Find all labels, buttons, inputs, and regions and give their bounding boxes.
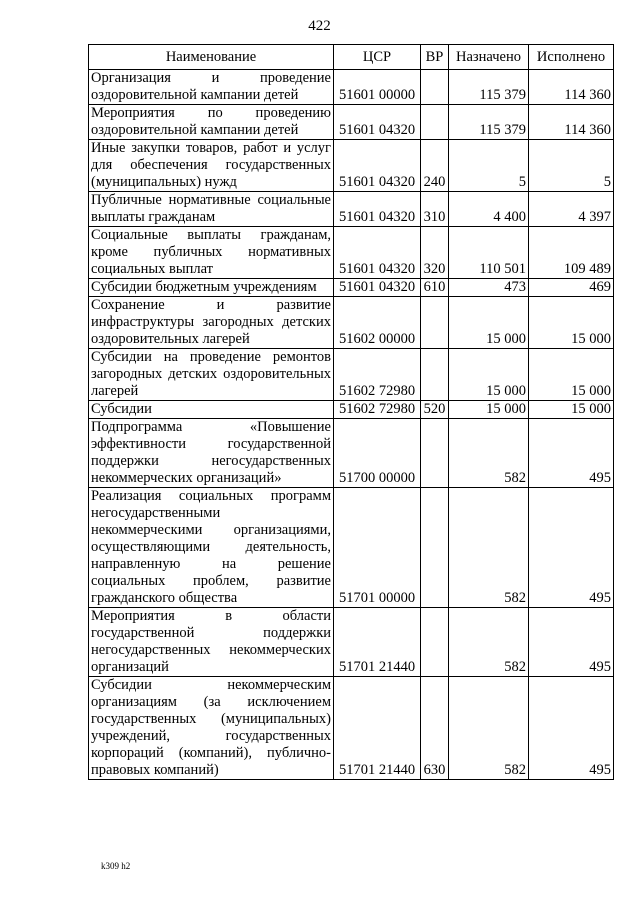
page-number: 422 <box>308 18 331 34</box>
table-row <box>89 105 614 140</box>
cell-executed: 15 000 <box>529 401 614 419</box>
cell-executed: 495 <box>529 488 614 608</box>
cell-assigned: 582 <box>449 488 529 608</box>
cell-executed: 15 000 <box>529 297 614 349</box>
cell-executed: 109 489 <box>529 227 614 279</box>
cell-vr: 610 <box>421 279 449 297</box>
cell-executed: 495 <box>529 419 614 488</box>
cell-assigned: 582 <box>449 677 529 780</box>
cell-assigned: 110 501 <box>449 227 529 279</box>
cell-name: Подпрограмма «Повышение эффективности государственной поддержки негосударственных некоммерческих организаций» <box>89 419 334 488</box>
cell-executed: 5 <box>529 140 614 192</box>
table-row <box>89 419 614 488</box>
cell-assigned: 115 379 <box>449 70 529 105</box>
cell-executed: 4 397 <box>529 192 614 227</box>
table-row <box>89 192 614 227</box>
table-row <box>89 488 614 608</box>
header-csr: ЦСР <box>334 45 421 70</box>
cell-executed: 114 360 <box>529 70 614 105</box>
cell-csr: 51602 72980 <box>334 349 421 401</box>
cell-name: Социальные выплаты гражданам, кроме публичных нормативных социальных выплат <box>89 227 334 279</box>
cell-assigned: 582 <box>449 608 529 677</box>
cell-csr: 51701 21440 <box>334 608 421 677</box>
cell-csr: 51601 04320 <box>334 192 421 227</box>
cell-executed: 469 <box>529 279 614 297</box>
table-body <box>89 70 614 780</box>
cell-executed: 495 <box>529 677 614 780</box>
cell-executed: 495 <box>529 608 614 677</box>
header-executed: Исполнено <box>529 45 614 70</box>
cell-name: Иные закупки товаров, работ и услуг для обеспечения государственных (муниципальных) нужд <box>89 140 334 192</box>
cell-name: Субсидии <box>89 401 334 419</box>
cell-vr: 310 <box>421 192 449 227</box>
budget-table <box>88 44 614 780</box>
cell-csr: 51602 72980 <box>334 401 421 419</box>
cell-assigned: 15 000 <box>449 297 529 349</box>
cell-executed: 114 360 <box>529 105 614 140</box>
table-row <box>89 227 614 279</box>
cell-assigned: 473 <box>449 279 529 297</box>
cell-vr <box>421 105 449 140</box>
cell-vr <box>421 419 449 488</box>
cell-name: Реализация социальных программ негосударственными некоммерческими организациями, осуществляющими деятельность, направленную на решение социальных проблем, развитие гражданского общества <box>89 488 334 608</box>
cell-vr <box>421 297 449 349</box>
cell-vr: 240 <box>421 140 449 192</box>
cell-vr: 320 <box>421 227 449 279</box>
footer-code: k309 h2 <box>101 861 131 871</box>
cell-name: Субсидии бюджетным учреждениям <box>89 279 334 297</box>
header-assigned: Назначено <box>449 45 529 70</box>
cell-name: Публичные нормативные социальные выплаты гражданам <box>89 192 334 227</box>
cell-vr <box>421 608 449 677</box>
cell-vr: 520 <box>421 401 449 419</box>
cell-vr: 630 <box>421 677 449 780</box>
table-row <box>89 608 614 677</box>
table-row <box>89 401 614 419</box>
header-row <box>89 45 614 70</box>
table-row <box>89 70 614 105</box>
table-header <box>89 45 614 70</box>
table-row <box>89 349 614 401</box>
cell-vr <box>421 70 449 105</box>
table-row <box>89 140 614 192</box>
cell-assigned: 5 <box>449 140 529 192</box>
cell-csr: 51601 04320 <box>334 105 421 140</box>
cell-assigned: 115 379 <box>449 105 529 140</box>
cell-name: Мероприятия по проведению оздоровительной кампании детей <box>89 105 334 140</box>
cell-vr <box>421 488 449 608</box>
cell-csr: 51701 21440 <box>334 677 421 780</box>
cell-csr: 51601 04320 <box>334 140 421 192</box>
cell-csr: 51601 00000 <box>334 70 421 105</box>
header-name: Наименование <box>89 45 334 70</box>
cell-assigned: 582 <box>449 419 529 488</box>
cell-vr <box>421 349 449 401</box>
cell-csr: 51700 00000 <box>334 419 421 488</box>
cell-name: Субсидии некоммерческим организациям (за исключением государственных (муниципальных) учреждений, государственных корпораций (компаний), публично-правовых компаний) <box>89 677 334 780</box>
cell-name: Мероприятия в области государственной поддержки негосударственных некоммерческих организаций <box>89 608 334 677</box>
cell-csr: 51602 00000 <box>334 297 421 349</box>
table-row <box>89 279 614 297</box>
cell-assigned: 15 000 <box>449 401 529 419</box>
table-row <box>89 677 614 780</box>
cell-csr: 51601 04320 <box>334 279 421 297</box>
cell-executed: 15 000 <box>529 349 614 401</box>
table-row <box>89 297 614 349</box>
cell-name: Субсидии на проведение ремонтов загородных детских оздоровительных лагерей <box>89 349 334 401</box>
cell-name: Организация и проведение оздоровительной кампании детей <box>89 70 334 105</box>
cell-assigned: 4 400 <box>449 192 529 227</box>
header-vr: ВР <box>421 45 449 70</box>
cell-csr: 51701 00000 <box>334 488 421 608</box>
cell-name: Сохранение и развитие инфраструктуры загородных детских оздоровительных лагерей <box>89 297 334 349</box>
cell-csr: 51601 04320 <box>334 227 421 279</box>
cell-assigned: 15 000 <box>449 349 529 401</box>
